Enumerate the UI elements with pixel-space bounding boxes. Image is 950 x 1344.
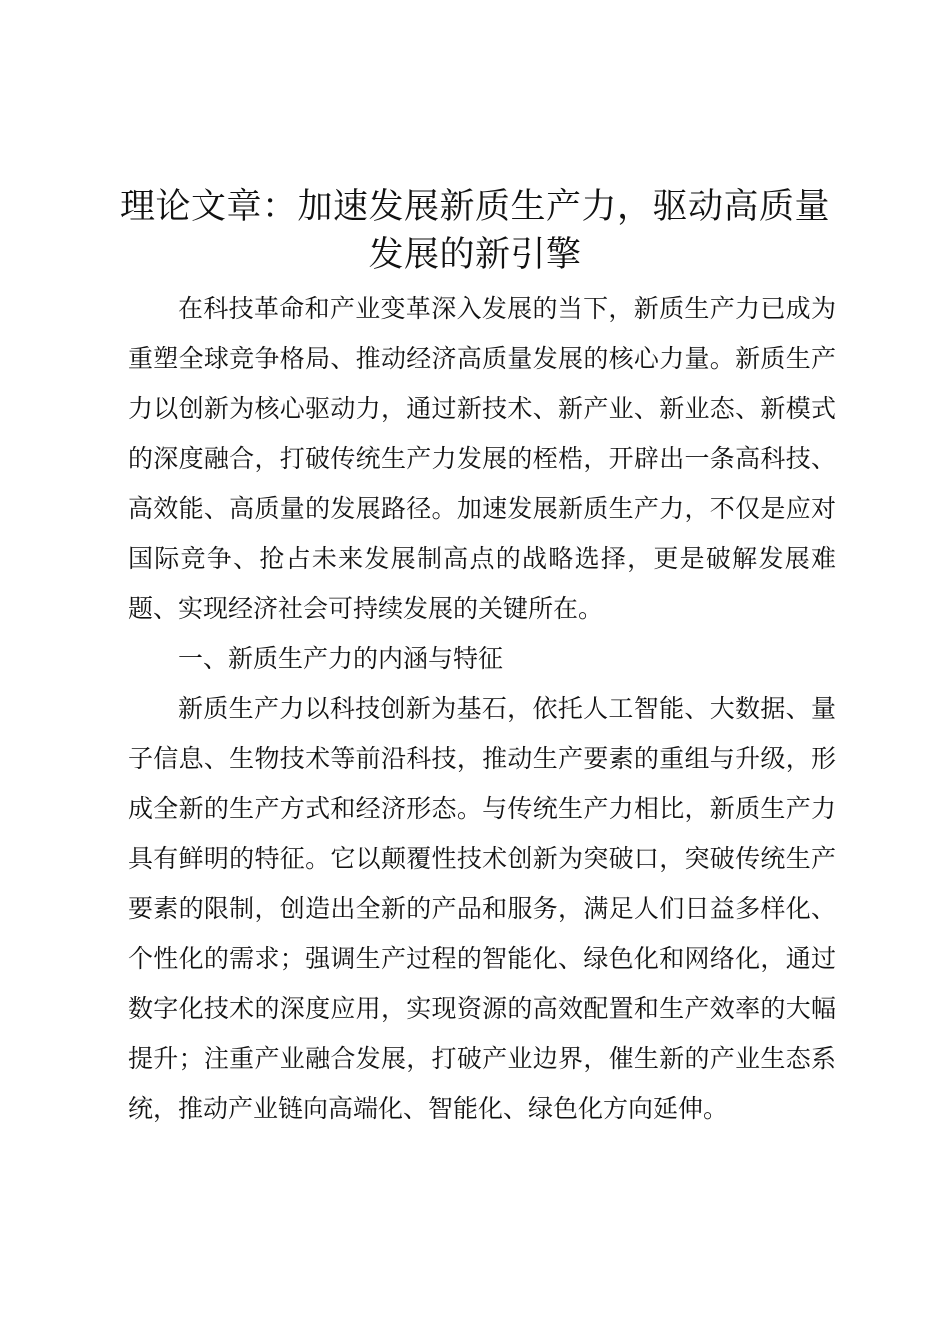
section-paragraph: 新质生产力以科技创新为基石，依托人工智能、大数据、量子信息、生物技术等前沿科技，推动生产要素的重组与升级，形成全新的生产方式和经济形态。与传统生产力相比，新质生产力具有鲜明的特征。它以颠覆性技术创新为突破口，突破传统生产要素的限制，创造出全新的产品和服务，满足人们日益多样化、个性化的需求；强调生产过程的智能化、绿色化和网络化，通过数字化技术的深度应用，实现资源的高效配置和生产效率的大幅提升；注重产业融合发展，打破产业边界，催生新的产业生态系统，推动产业链向高端化、智能化、绿色化方向延伸。 xyxy=(128,694,836,1123)
section-heading: 一、新质生产力的内涵与特征 xyxy=(178,644,504,673)
document-title: 理论文章：加速发展新质生产力，驱动高质量发展的新引擎 xyxy=(119,187,830,275)
intro-paragraph: 在科技革命和产业变革深入发展的当下，新质生产力已成为重塑全球竞争格局、推动经济高质量发展的核心力量。新质生产力以创新为核心驱动力，通过新技术、新产业、新业态、新模式的深度融合，打破传统生产力发展的桎梏，开辟出一条高科技、高效能、高质量的发展路径。加速发展新质生产力，不仅是应对国际竞争、抢占未来发展制高点的战略选择，更是破解发展难题、实现经济社会可持续发展的关键所在。 xyxy=(128,294,836,623)
document-body xyxy=(128,284,836,1134)
